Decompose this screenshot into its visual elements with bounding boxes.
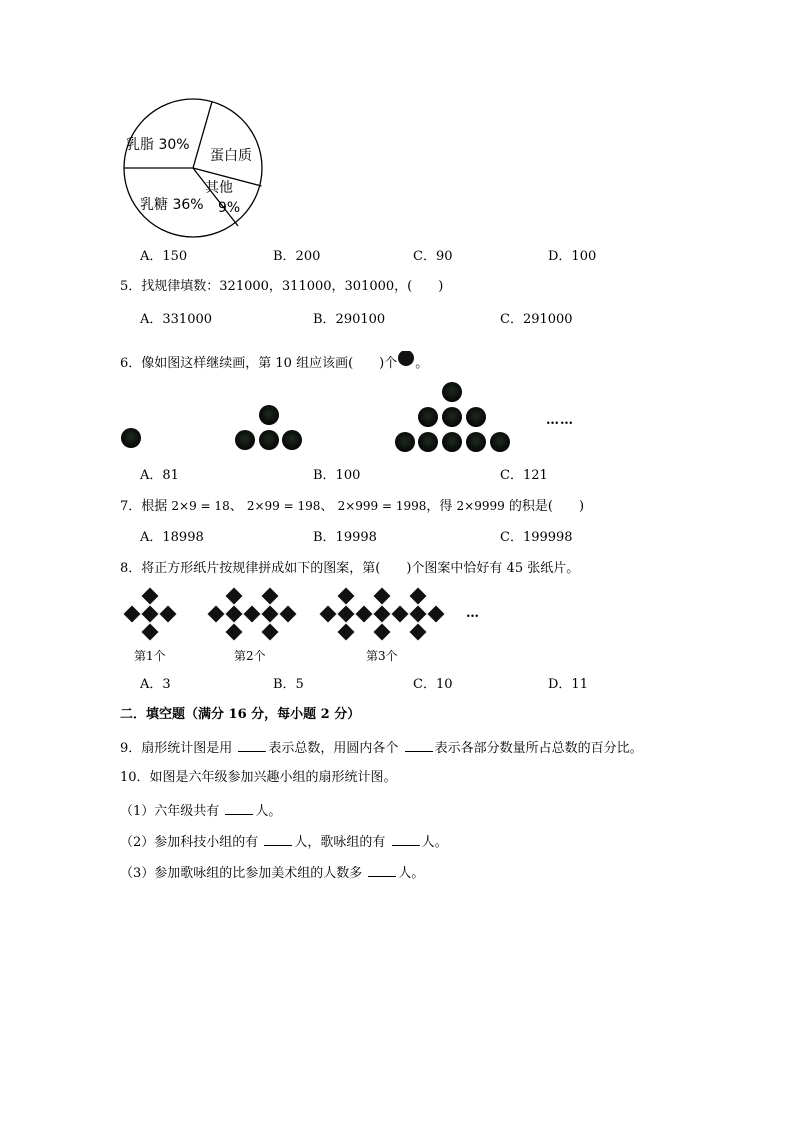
q9-part-1: 9．扇形统计图是用 <box>120 741 233 756</box>
pattern-square <box>410 624 427 641</box>
q7-separator: 、 <box>229 499 243 514</box>
pattern-square <box>226 624 243 641</box>
q8-option-a: A．3 <box>140 677 171 692</box>
pattern-dot <box>121 428 141 448</box>
q8-square-pattern <box>118 586 498 646</box>
pattern-square <box>356 606 373 623</box>
q8-ellipsis: … <box>466 606 479 621</box>
q6-option-b: B．100 <box>313 468 361 483</box>
pattern-square <box>374 606 391 623</box>
pie-label-other: 其他 <box>205 180 233 196</box>
pie-label-milkfat: 乳脂 30% <box>126 137 190 153</box>
pattern-square <box>142 606 159 623</box>
q8-option-d: D．11 <box>548 677 588 692</box>
q8-stem: 8．将正方形纸片按规律拼成如下的图案，第( )个图案中恰好有 45 张纸片。 <box>120 561 580 576</box>
q4-option-b: B．200 <box>273 249 321 264</box>
q7-option-b: B．19998 <box>313 530 377 545</box>
q10-sub-1 <box>120 802 281 820</box>
q8-caption-2: 第2个 <box>234 649 266 663</box>
q4-option-d: D．100 <box>548 249 597 264</box>
q7-separator: 、 <box>320 499 334 514</box>
q10-sub-3-text: （3）参加歌咏组的比参加美术组的人数多 <box>120 866 363 881</box>
pattern-square <box>374 624 391 641</box>
q5-option-a: A．331000 <box>140 312 213 327</box>
q6-option-c: C．121 <box>500 468 548 483</box>
pattern-dot <box>466 432 486 452</box>
pattern-square <box>124 606 141 623</box>
q6-stem-end: 。 <box>415 356 429 371</box>
pattern-square <box>142 588 159 605</box>
pattern-dot <box>235 430 255 450</box>
pattern-dot <box>395 432 415 452</box>
pattern-square <box>280 606 297 623</box>
pattern-square <box>338 606 355 623</box>
pattern-square <box>262 624 279 641</box>
q4-option-c: C．90 <box>413 249 453 264</box>
pattern-square <box>428 606 445 623</box>
q7-equation-1: 2×9 = 18 <box>171 499 230 513</box>
q7-suffix: 的积是( ) <box>508 499 585 514</box>
q10-sub-3 <box>120 864 424 882</box>
pattern-square <box>142 624 159 641</box>
q7-option-c: C．199998 <box>500 530 573 545</box>
q10-sub-1-end: 人。 <box>255 804 282 819</box>
pattern-dot <box>442 407 462 427</box>
pattern-square <box>244 606 261 623</box>
q10-sub-3-blank[interactable] <box>368 864 396 877</box>
q7-option-a: A．18998 <box>140 530 204 545</box>
pattern-square <box>374 588 391 605</box>
q10-sub-3-end: 人。 <box>398 866 425 881</box>
pattern-square <box>338 588 355 605</box>
pattern-dot <box>490 432 510 452</box>
pattern-square <box>208 606 225 623</box>
q10-sub-2-blank-1[interactable] <box>264 833 292 846</box>
pattern-square <box>262 606 279 623</box>
q10-sub-2-blank-2[interactable] <box>392 833 420 846</box>
q6-dot-pattern <box>115 378 595 458</box>
pie-label-other-percent: 9% <box>218 200 241 216</box>
q6-stem <box>120 351 428 372</box>
dark-dot-icon <box>397 351 415 369</box>
q7-equation-4: 2×9999 <box>456 499 505 513</box>
pattern-square <box>320 606 337 623</box>
q10-sub-1-blank[interactable] <box>225 802 253 815</box>
q9-part-3: 表示各部分数量所占总数的百分比。 <box>434 741 643 756</box>
q7-prefix: 7．根据 <box>120 499 168 514</box>
q10-sub-2-mid: 人，歌咏组的有 <box>294 835 386 850</box>
pattern-dot <box>282 430 302 450</box>
pattern-square <box>410 606 427 623</box>
q10-sub-2-text: （2）参加科技小组的有 <box>120 835 259 850</box>
q9-part-2: 表示总数，用圆内各个 <box>268 741 399 756</box>
q10-stem: 10．如图是六年级参加兴趣小组的扇形统计图。 <box>120 770 397 785</box>
pattern-dot <box>259 405 279 425</box>
q8-option-b: B．5 <box>273 677 304 692</box>
q9-stem <box>120 739 643 757</box>
q4-option-a: A．150 <box>140 249 188 264</box>
q7-equation-3: 2×999 = 1998 <box>337 499 427 513</box>
pattern-square <box>392 606 409 623</box>
q10-sub-1-text: （1）六年级共有 <box>120 804 220 819</box>
q6-option-a: A．81 <box>140 468 179 483</box>
q9-blank-1[interactable] <box>238 739 266 752</box>
q5-option-b: B．290100 <box>313 312 386 327</box>
q10-sub-2-end: 人。 <box>421 835 448 850</box>
q9-blank-2[interactable] <box>405 739 433 752</box>
q8-caption-3: 第3个 <box>366 649 398 663</box>
q7-equation-2: 2×99 = 198 <box>246 499 321 513</box>
pattern-square <box>226 588 243 605</box>
q6-ellipsis: …… <box>546 413 574 428</box>
pattern-square <box>410 588 427 605</box>
pie-label-lactose: 乳糖 36% <box>140 197 204 213</box>
q8-option-c: C．10 <box>413 677 453 692</box>
q8-caption-1: 第1个 <box>134 649 166 663</box>
q5-option-c: C．291000 <box>500 312 573 327</box>
pattern-dot <box>418 432 438 452</box>
pattern-square <box>160 606 177 623</box>
q7-mid: ，得 <box>426 499 453 514</box>
pattern-dot <box>259 430 279 450</box>
pie-label-protein: 蛋白质 <box>210 148 252 164</box>
pattern-square <box>338 624 355 641</box>
q5-stem: 5．找规律填数：321000，311000，301000，( ) <box>120 279 444 294</box>
pattern-square <box>226 606 243 623</box>
milk-composition-pie-chart <box>118 94 268 240</box>
q10-sub-2 <box>120 833 448 851</box>
pattern-dot <box>442 432 462 452</box>
q6-stem-text: 6．像如图这样继续画，第 10 组应该画( )个 <box>120 356 398 371</box>
pattern-dot <box>442 382 462 402</box>
pattern-dot <box>466 407 486 427</box>
q7-stem <box>120 498 584 515</box>
pattern-square <box>262 588 279 605</box>
section-2-title: 二．填空题（满分 16 分，每小题 2 分） <box>120 707 361 722</box>
pattern-dot <box>418 407 438 427</box>
